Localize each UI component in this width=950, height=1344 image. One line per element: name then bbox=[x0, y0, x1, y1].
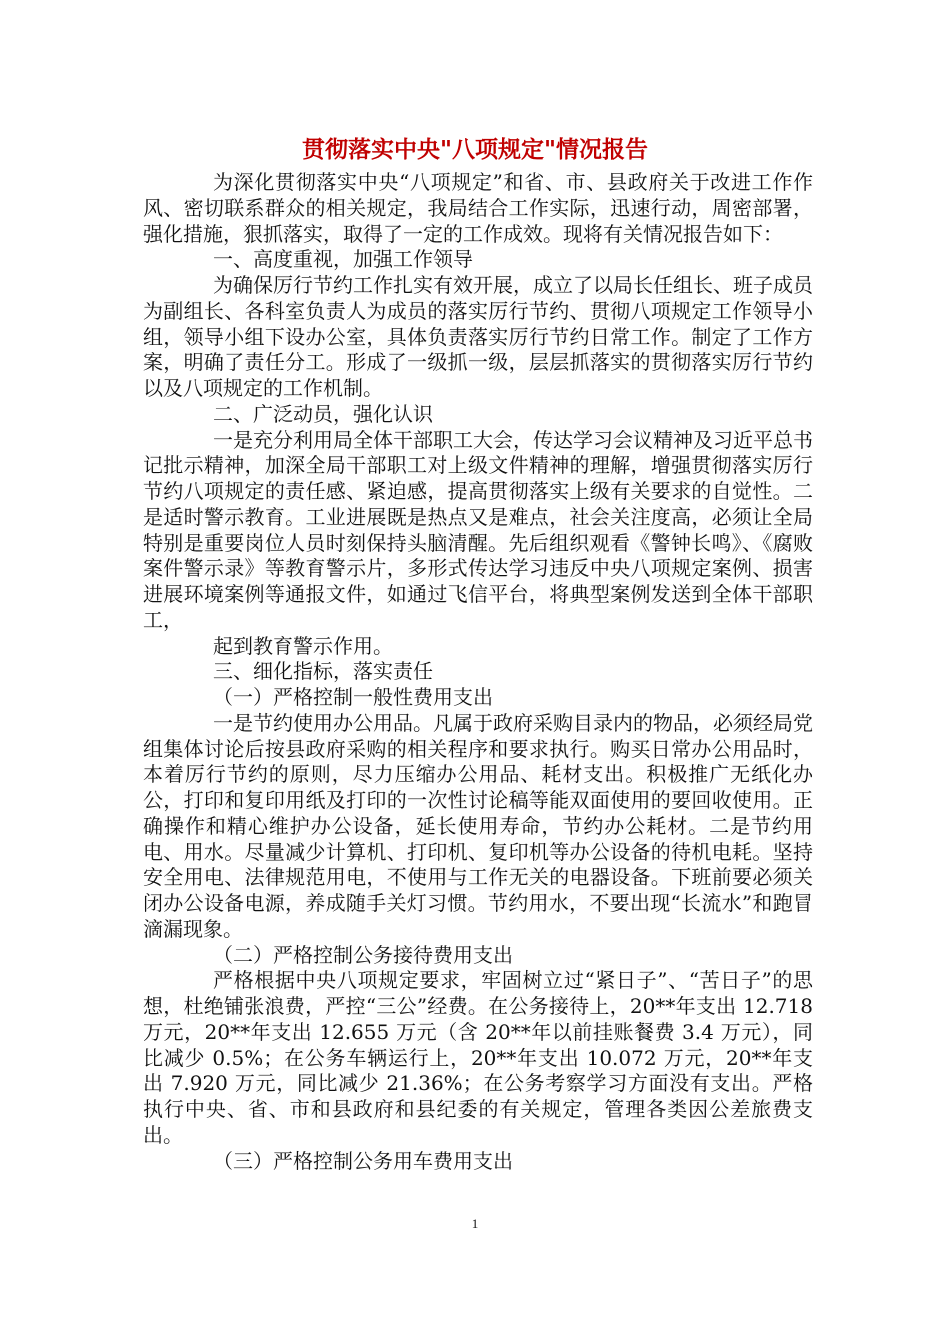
subsection-heading-2: （二）严格控制公务接待费用支出 bbox=[213, 942, 513, 967]
subsection-heading-3: （三）严格控制公务用车费用支出 bbox=[213, 1148, 513, 1173]
document-body bbox=[143, 170, 813, 1174]
section-heading-3: 三、细化指标，落实责任 bbox=[213, 659, 433, 684]
intro-paragraph: 为深化贯彻落实中央“八项规定”和省、市、县政府关于改进工作作风、密切联系群众的相关规定，我局结合工作实际，迅速行动，周密部署，强化措施，狠抓落实，取得了一定的工作成效。现将有关情况报告如下： bbox=[143, 170, 813, 246]
section-heading-1: 一、高度重视，加强工作领导 bbox=[213, 247, 473, 272]
section-1-paragraph: 为确保厉行节约工作扎实有效开展，成立了以局长任组长、班子成员为副组长、各科室负责人为成员的落实厉行节约、贯彻八项规定工作领导小组，领导小组下设办公室，具体负责落实厉行节约日常工作。制定了工作方案，明确了责任分工。形成了一级抓一级，层层抓落实的贯彻落实厉行节约以及八项规定的工作机制。 bbox=[143, 273, 813, 400]
subsection-2-paragraph: 严格根据中央八项规定要求，牢固树立过“紧日子”、“苦日子”的思想，杜绝铺张浪费，严控“三公”经费。在公务接待上，20**年支出 12.718 万元，20**年支出 12.655 万元（含 20**年以前挂账餐费 3.4 万元），同比减少 0.5%；在公务车辆运行上，20**年支出 10.072 万元，20**年支出 7.920 万元，同比减少 21.36%；在公务考察学习方面没有支出。严格执行中央、省、市和县政府和县纪委的有关规定，管理各类因公差旅费支出。 bbox=[143, 968, 813, 1147]
page-number: 1 bbox=[471, 1216, 479, 1231]
section-2-paragraph-continued: 起到教育警示作用。 bbox=[213, 633, 393, 658]
subsection-heading-1: （一）严格控制一般性费用支出 bbox=[213, 685, 493, 709]
document-title: 贯彻落实中央"八项规定"情况报告 bbox=[302, 136, 648, 163]
section-2-paragraph: 一是充分利用局全体干部职工大会，传达学习会议精神及习近平总书记批示精神，加深全局干部职工对上级文件精神的理解，增强贯彻落实厉行节约八项规定的责任感、紧迫感，提高贯彻落实上级有关要求的自觉性。二是适时警示教育。工业进展既是热点又是难点，社会关注度高，必须让全局特别是重要岗位人员时刻保持头脑清醒。先后组织观看《警钟长鸣》、《腐败案件警示录》等教育警示片，多形式传达学习违反中央八项规定案例、损害进展环境案例等通报文件，如通过飞信平台，将典型案例发送到全体干部职工， bbox=[143, 427, 813, 632]
subsection-1-paragraph: 一是节约使用办公用品。凡属于政府采购目录内的物品，必须经局党组集体讨论后按县政府采购的相关程序和要求执行。购买日常办公用品时，本着厉行节约的原则，尽力压缩办公用品、耗材支出。积极推广无纸化办公，打印和复印用纸及打印的一次性讨论稿等能双面使用的要回收使用。正确操作和精心维护办公设备，延长使用寿命，节约办公耗材。二是节约用电、用水。尽量减少计算机、打印机、复印机等办公设备的待机电耗。坚持安全用电、法律规范用电，不使用与工作无关的电器设备。下班前要必须关闭办公设备电源，养成随手关灯习惯。节约用水，不要出现“长流水”和跑冒滴漏现象。 bbox=[143, 710, 813, 941]
section-heading-2: 二、广泛动员，强化认识 bbox=[213, 401, 433, 426]
